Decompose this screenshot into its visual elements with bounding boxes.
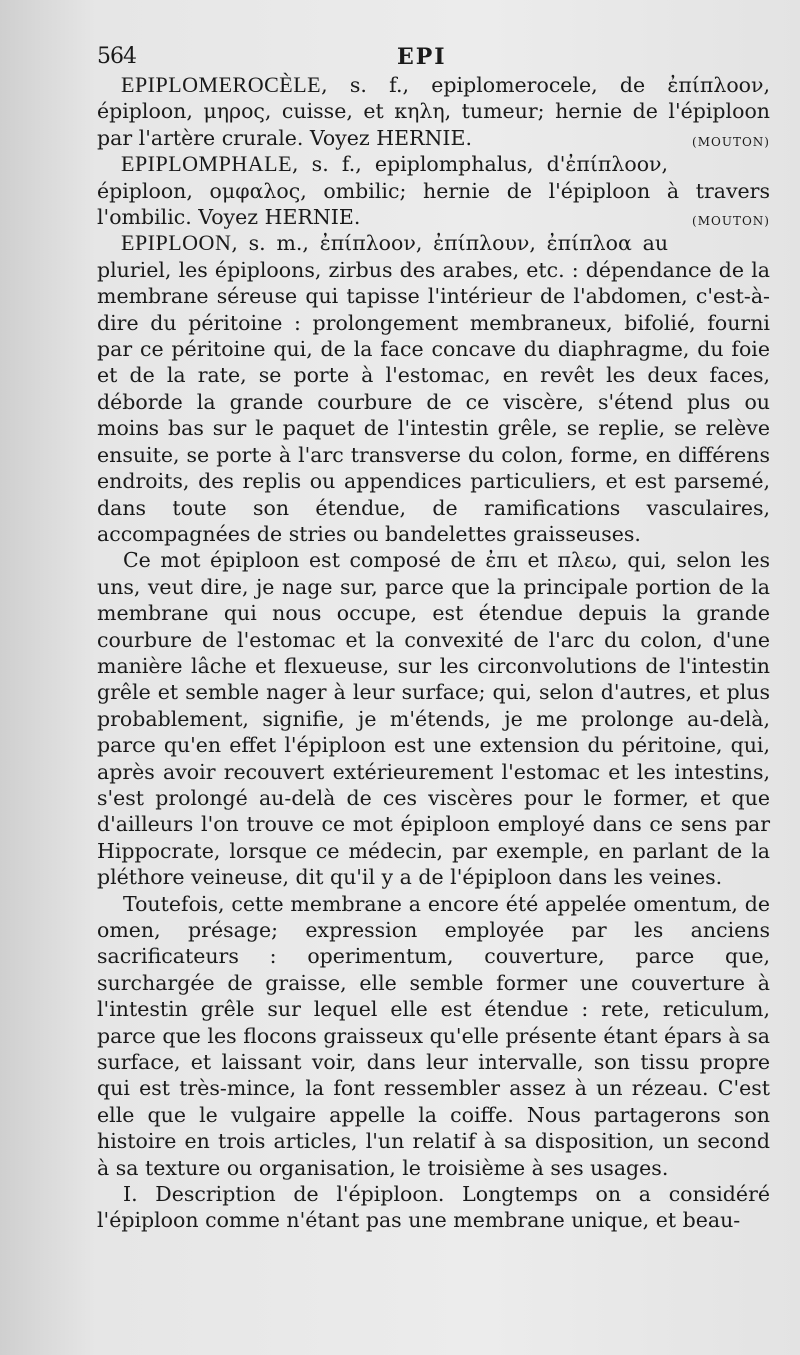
- page-number: 564: [97, 44, 136, 69]
- entry-text: , s. f., epiplomerocele, de ἐπίπλοον, épiploon, μηρος, cuisse, et κηλη, tumeur; hernie de l'épiploon par l'artère crurale. Voyez HERNIE.: [97, 73, 770, 150]
- body-paragraph: Ce mot épiploon est composé de ἐπι et πλεω, qui, selon les uns, veut dire, je nage sur, parce que la principale portion de la membrane qui nous occupe, est étendue depuis la grande courbure de l'estomac et la convexité de l'arc du colon, d'une manière lâche et flexueuse, sur les circonvolutions de l'intestin grêle et semble nager à leur surface; qui, selon d'autres, et plus probablement, signifie, je m'étends, je me prolonge au-delà, parce qu'en effet l'épiploon est une extension du péritoine, qui, après avoir recouvert extérieurement l'estomac et les intestins, s'est prolongé au-delà de ces viscères pour le former, et que d'ailleurs l'on trouve ce mot épiploon employé dans ce sens par Hippocrate, lorsque ce médecin, par exemple, en parlant de la pléthore veineuse, dit qu'il y a de l'épiploon dans les veines.: [97, 548, 770, 890]
- dictionary-entry-epiplomphale: [97, 151, 770, 230]
- dictionary-entry-epiplomerocele: [97, 72, 770, 151]
- entry-author: (MOUTON): [692, 134, 770, 149]
- body-paragraph: I. Description de l'épiploon. Longtemps on a considéré l'épiploon comme n'étant pas une membrane unique, et beau-: [97, 1182, 770, 1233]
- dictionary-entry-epiploon: [97, 230, 770, 547]
- entry-author: (MOUTON): [692, 214, 770, 229]
- body-paragraph: Toutefois, cette membrane a encore été appelée omentum, de omen, présage; expression employée par les anciens sacrificateurs : operimentum, couverture, parce que, surchargée de graisse, elle semble former une couverture à l'intestin grêle sur lequel elle est étendue : rete, reticulum, parce que les flocons graisseux qu'elle présente étant épars à sa surface, et laissant voir, dans leur intervalle, son tissu propre qui est très-mince, la font ressembler assez à un rézeau. C'est elle que le vulgaire appelle la coiffe. Nous partagerons son histoire en trois articles, l'un relatif à sa disposition, un second à sa texture ou organisation, le troisième à ses usages.: [97, 891, 770, 1180]
- entry-text: , s. m., ἐπίπλοον, ἐπίπλουν, ἐπίπλοα au pluriel, les épiploons, zirbus des arabes, etc. : dépendance de la membrane séreuse qui tapisse l'intérieur de l'abdomen, c'est-à-dire du péritoine : prolongement membraneux, bifolié, fourni par ce péritoine qui, de la face concave du diaphragme, du foie et de la rate, se porte à l'estomac, en revêt les deux faces, déborde la grande courbure de ce viscère, s'étend plus ou moins bas sur le paquet de l'intestin grêle, se replie, se relève ensuite, se porte à l'arc transverse du colon, forme, en différens endroits, des replis ou appendices particuliers, et est parsemé, dans toute son étendue, de ramifications vasculaires, accompagnées de stries ou bandelettes graisseuses.: [97, 231, 770, 546]
- entry-headword: EPIPLOMEROCÈLE: [121, 72, 322, 97]
- entry-text: , s. f., epiplomphalus, d'ἐπίπλοον, épiploon, ομφαλος, ombilic; hernie de l'épiploon à travers l'ombilic. Voyez HERNIE.: [97, 152, 770, 230]
- running-head: EPI: [397, 44, 447, 70]
- entry-headword: EPIPLOMPHALE: [121, 151, 293, 177]
- page-header: [97, 44, 770, 72]
- entry-headword: EPIPLOON: [121, 230, 232, 256]
